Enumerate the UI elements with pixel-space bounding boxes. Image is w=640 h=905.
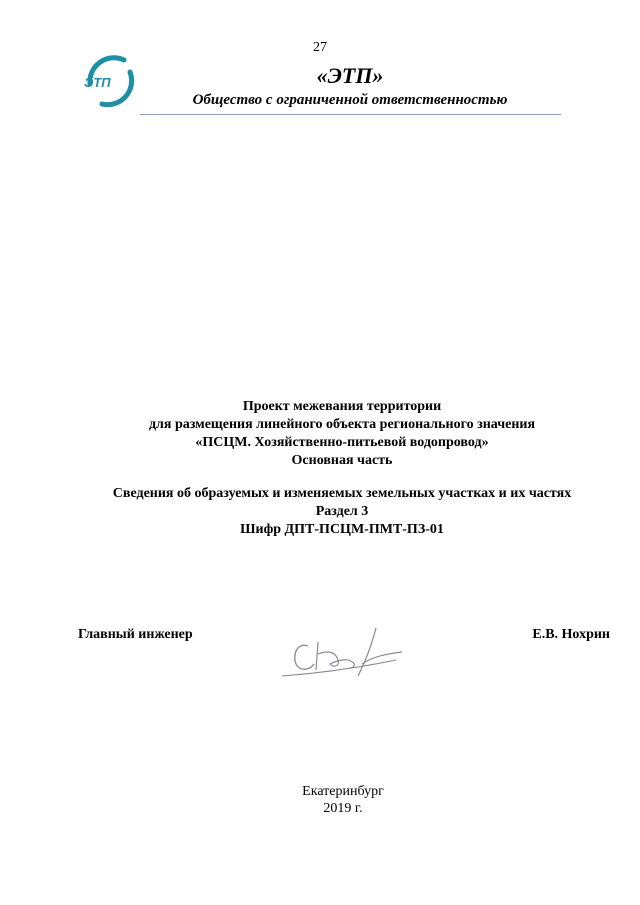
section-description: Сведения об образуемых и изменяемых земельных участках и их частях <box>112 486 572 501</box>
title-line-1: Проект межевания территории <box>242 399 442 414</box>
document-title <box>40 398 640 470</box>
title-line-4: Основная часть <box>291 453 393 468</box>
header-divider <box>140 114 561 115</box>
company-logo <box>76 54 136 108</box>
company-legal-form: Общество с ограниченной ответственностью <box>192 92 508 108</box>
title-line-3: «ПСЦМ. Хозяйственно-питьевой водопровод» <box>195 435 489 450</box>
document-code: Шифр ДПТ-ПСЦМ-ПМТ-ПЗ-01 <box>240 522 444 537</box>
year: 2019 г. <box>323 801 363 816</box>
city: Екатеринбург <box>302 784 384 799</box>
signatory-name: Е.В. Нохрин <box>532 627 610 642</box>
section-info <box>40 485 640 539</box>
page-number: 27 <box>313 40 327 55</box>
section-number: Раздел 3 <box>315 504 369 519</box>
signatory-role: Главный инженер <box>78 627 193 642</box>
handwritten-signature <box>278 624 410 688</box>
title-line-2: для размещения линейного объекта регионального значения <box>148 417 536 432</box>
logo-text: ЭТП <box>84 75 111 90</box>
company-name: «ЭТП» <box>316 63 384 88</box>
